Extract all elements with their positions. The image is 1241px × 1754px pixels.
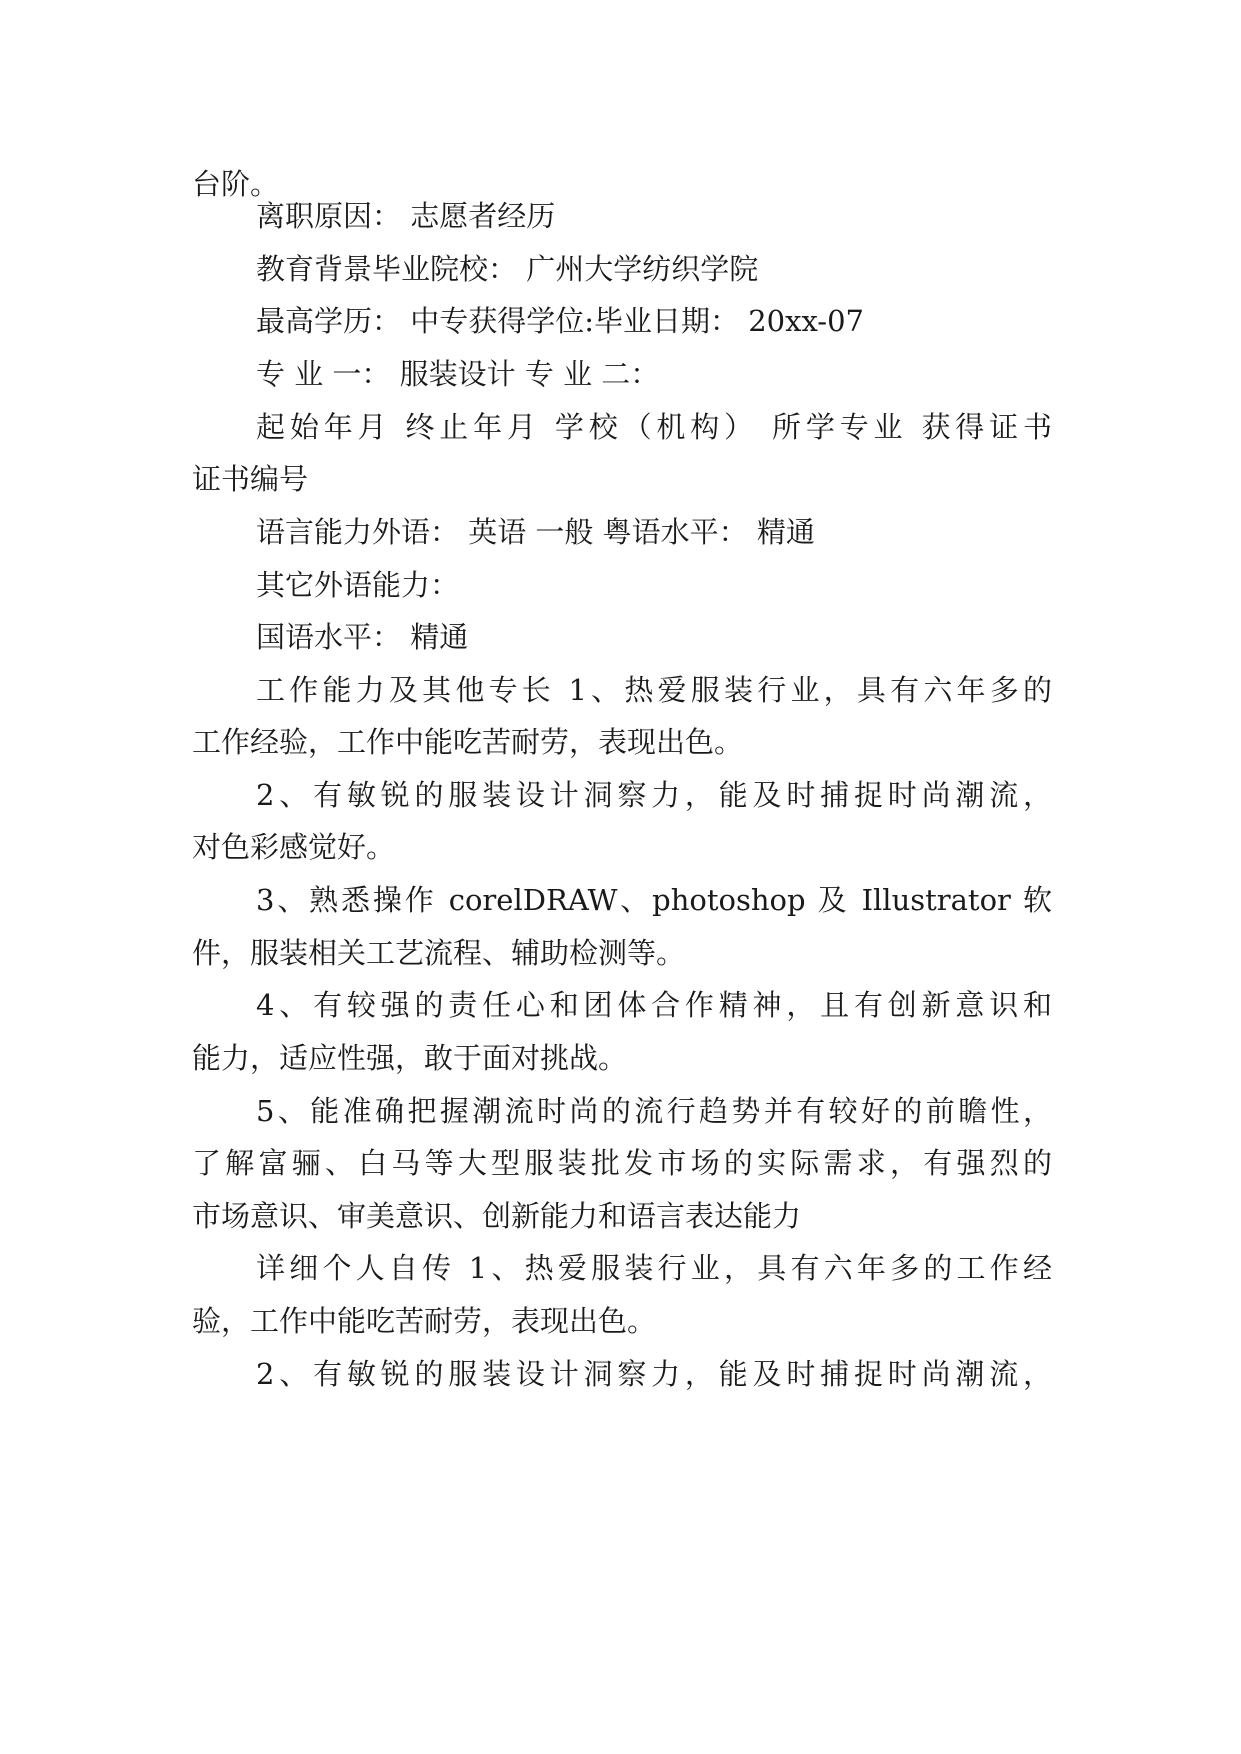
text-line: 离职原因： 志愿者经历 xyxy=(256,199,556,233)
text-line: 其它外语能力： xyxy=(256,568,460,602)
text-line: 证书编号 xyxy=(192,462,309,496)
text-line: 对色彩感觉好。 xyxy=(192,830,396,864)
text-line: 详细个人自传 1、热爱服装行业，具有六年多的工作经 xyxy=(256,1251,1052,1285)
text-line: 工作经验，工作中能吃苦耐劳，表现出色。 xyxy=(192,725,744,759)
text-line: 了解富骊、白马等大型服装批发市场的实际需求，有强烈的 xyxy=(192,1146,1052,1180)
text-line: 验，工作中能吃苦耐劳，表现出色。 xyxy=(192,1304,657,1338)
text-line: 国语水平： 精通 xyxy=(256,620,469,654)
text-line: 语言能力外语： 英语 一般 粤语水平： 精通 xyxy=(256,515,815,549)
text-line: 工作能力及其他专长 1、热爱服装行业，具有六年多的 xyxy=(256,673,1052,707)
text-line: 市场意识、审美意识、创新能力和语言表达能力 xyxy=(192,1199,802,1233)
text-line: 5、能准确把握潮流时尚的流行趋势并有较好的前瞻性， xyxy=(256,1094,1052,1128)
text-line: 3、熟悉操作 corelDRAW、photoshop 及 Illustrator 软 xyxy=(256,883,1052,917)
text-line: 台阶。 xyxy=(192,167,280,201)
text-line: 最高学历： 中专获得学位:毕业日期： 20xx-07 xyxy=(256,304,865,338)
text-line: 2、有敏锐的服装设计洞察力，能及时捕捉时尚潮流， xyxy=(256,778,1052,812)
text-line: 件，服装相关工艺流程、辅助检测等。 xyxy=(192,936,686,970)
text-line: 起始年月 终止年月 学校（机构） 所学专业 获得证书 xyxy=(256,410,1052,444)
text-line: 能力，适应性强，敢于面对挑战。 xyxy=(192,1041,628,1075)
text-line: 专 业 一： 服装设计 专 业 二： xyxy=(256,357,660,391)
text-line: 2、有敏锐的服装设计洞察力，能及时捕捉时尚潮流， xyxy=(256,1357,1052,1391)
text-line: 教育背景毕业院校： 广州大学纺织学院 xyxy=(256,252,759,286)
text-line: 4、有较强的责任心和团体合作精神，且有创新意识和 xyxy=(256,988,1052,1022)
